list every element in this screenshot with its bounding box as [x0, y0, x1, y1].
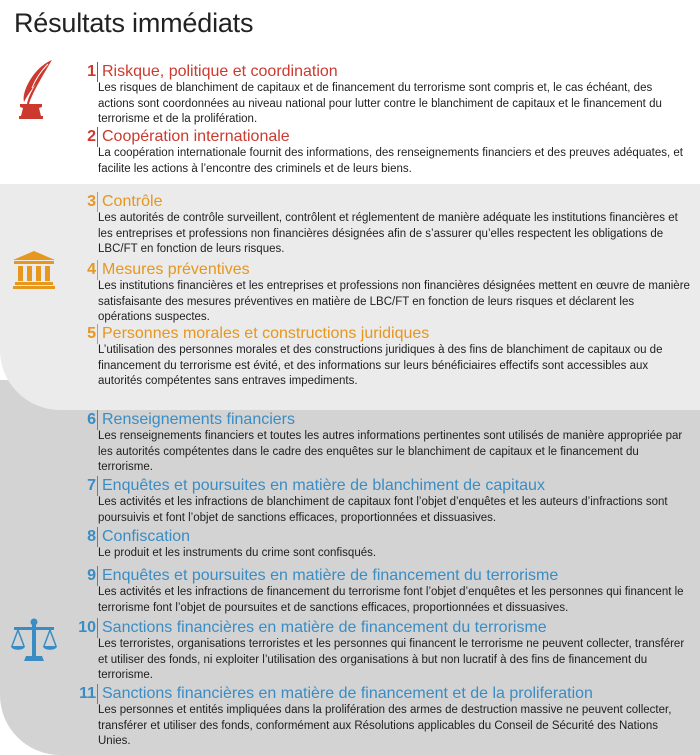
outcome-title: Personnes morales et constructions juridiques: [97, 324, 429, 344]
page-title: Résultats immédiats: [14, 8, 254, 38]
outcome-description: La coopération internationale fournit des informations, des renseignements financiers et des preuves adéquates, et facilite les actions à l’encontre des criminels et de leurs biens.: [98, 147, 683, 175]
outcome-title: Enquêtes et poursuites en matière de financement du terrorisme: [97, 566, 558, 586]
outcome-number: 11: [79, 685, 96, 702]
outcome-description: Les personnes et entités impliquées dans la prolifération des armes de destruction massive ne peuvent collecter, transférer et utiliser des fonds, conformément aux Résolutions applicables du Conseil de Sécurité des Nations Unies.: [98, 704, 672, 747]
justice-scales-icon: [10, 618, 58, 664]
outcome-title: Mesures préventives: [97, 260, 250, 280]
outcome-number: 7: [87, 477, 96, 494]
outcome-title: Sanctions financières en matière de financement et de la proliferation: [97, 684, 593, 704]
outcome-number: 8: [87, 528, 96, 545]
outcome-description: Les institutions financières et les entreprises et professions non financières désignées mettent en œuvre de manière satisfaisante des mesures préventives en matière de LBC/FT en fonction de leurs risques et déclarent les opérations suspectes.: [98, 280, 690, 323]
institution-building-icon: [12, 250, 56, 290]
quill-inkpot-icon: [12, 58, 56, 120]
outcome-title: Contrôle: [97, 192, 162, 212]
outcome-description: Les risques de blanchiment de capitaux et de financement du terrorisme sont compris et, le cas échéant, des actions sont coordonnées au niveau national pour lutter contre le blanchiment de capitaux et le financement du terrorisme et de la prolifération.: [98, 82, 662, 125]
outcome-description: L’utilisation des personnes morales et des constructions juridiques à des fins de blanchiment de capitaux ou de financement du terrorisme est évité, et des informations sur leurs bénéficiaires effectifs sont accessibles aux autorités compétentes sans entraves impediments.: [98, 344, 663, 387]
outcome-number: 5: [87, 325, 96, 342]
outcome-number: 3: [87, 193, 96, 210]
outcome-title: Renseignements financiers: [97, 410, 295, 430]
outcome-number: 10: [78, 619, 96, 636]
outcome-number: 1: [87, 63, 96, 80]
outcome-description: Les renseignements financiers et toutes les autres informations pertinentes sont utilisés de manière appropriée par les autorités compétentes dans le cadre des enquêtes sur le blanchiment de capitaux et le financement du terrorisme.: [98, 430, 683, 473]
outcome-title: Sanctions financières en matière de financement du terrorisme: [97, 618, 547, 638]
outcome-description: Les terroristes, organisations terroristes et les personnes qui financent le terrorisme ne peuvent collecter, transférer et utiliser des fonds, ni exploiter l’utilisation des organisations à but non lucratif à des fins de financement du terrorisme.: [98, 638, 685, 681]
outcome-title: Coopération internationale: [97, 127, 290, 147]
outcome-description: Le produit et les instruments du crime sont confisqués.: [98, 547, 377, 559]
outcome-number: 4: [87, 261, 96, 278]
outcome-description: Les autorités de contrôle surveillent, contrôlent et réglementent de manière adéquate les institutions financières et les entreprises et professions non financières désignées afin de s’assurer qu’elles respectent les obligations de LBC/FT en fonction de leurs risques.: [98, 212, 678, 255]
outcome-title: Enquêtes et poursuites en matière de blanchiment de capitaux: [97, 476, 545, 496]
outcome-number: 6: [87, 411, 96, 428]
outcome-title: Riskque, politique et coordination: [97, 62, 338, 82]
outcome-description: Les activités et les infractions de financement du terrorisme font l’objet d’enquêtes et les personnes qui financent le terrorisme font l’objet de poursuites et de sanctions efficaces, proportionnées et dissuasives.: [98, 586, 684, 614]
outcome-description: Les activités et les infractions de blanchiment de capitaux font l’objet d’enquêtes et les auteurs d’infractions sont poursuivis et font l’objet de sanctions efficaces, proportionnées et dissuasives.: [98, 496, 668, 524]
outcome-number: 9: [87, 567, 96, 584]
outcome-title: Confiscation: [97, 527, 190, 547]
outcome-number: 2: [87, 128, 96, 145]
